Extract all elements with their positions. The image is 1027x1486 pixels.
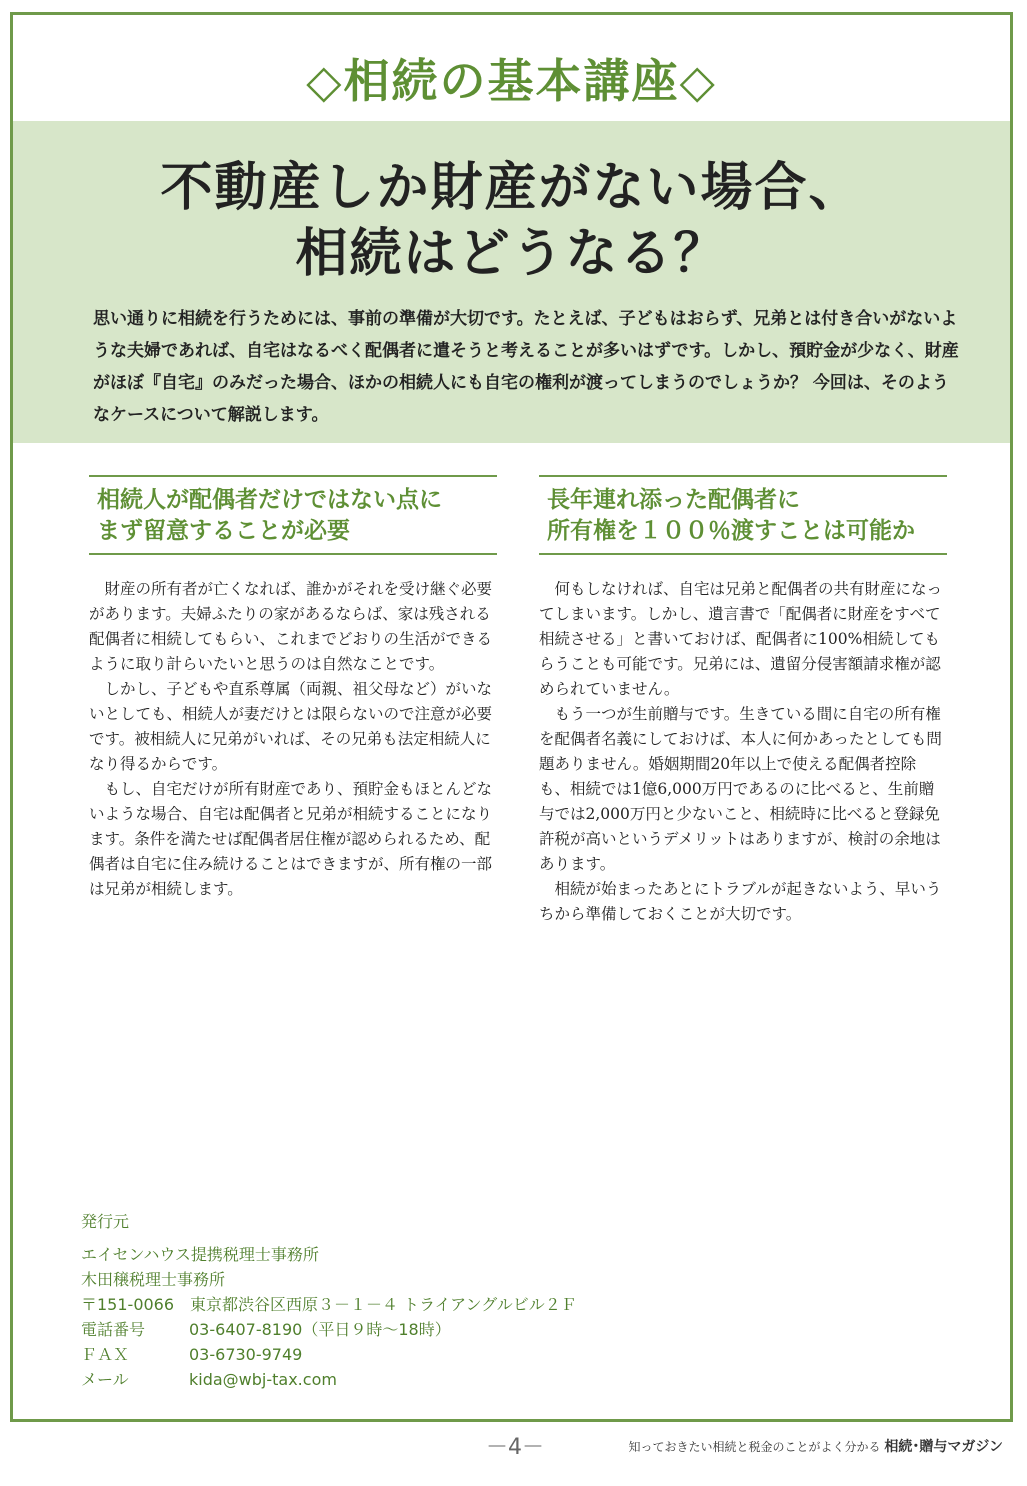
right-column [539, 475, 947, 927]
fax-value: 03-6730-9749 [189, 1345, 303, 1364]
series-title: ◇相続の基本講座◇ [306, 54, 717, 108]
right-column-body [539, 577, 947, 927]
right-heading-line1: 長年連れ添った配偶者に [547, 487, 800, 513]
publisher-org2: 木田穣税理士事務所 [81, 1270, 226, 1289]
publisher-mail-row [81, 1367, 681, 1392]
publisher-address: 〒151-0066 東京都渋谷区西原３－１－４ トライアングルビル２Ｆ [81, 1295, 577, 1314]
headline [13, 155, 1010, 287]
right-paragraph: 相続が始まったあとにトラブルが起きないよう、早いうちから準備しておくことが大切です。 [539, 880, 942, 923]
magazine-name: 相続･贈与マガジン [884, 1439, 1003, 1455]
phone-label: 電話番号 [81, 1320, 146, 1339]
left-paragraph: 財産の所有者が亡くなれば、誰かがそれを受け継ぐ必要があります。夫婦ふたりの家があるならば、家は残される配偶者に相続してもらい、これまでどおりの生活ができるように取り計らいたいと思うのは自然なことです。 [89, 580, 493, 673]
lead-paragraph: 思い通りに相続を行うためには、事前の準備が大切です。たとえば、子どもはおらず、兄弟とは付き合いがないような夫婦であれば、自宅はなるべく配偶者に遣そうと考えることが多いはずです。しかし、預貯金が少なく、財産がほぼ『自宅』のみだった場合、ほかの相続人にも自宅の権利が渡ってしまうのでしょうか？ 今回は、そのようなケースについて解説します。 [93, 309, 959, 425]
right-paragraph: もう一つが生前贈与です。生きている間に自宅の所有権を配偶者名義にしておけば、本人に何かあったとしても問題ありません。婚姻期間20年以上で使える配偶者控除も、相続では1億6,000万円であるのに比べると、生前贈与では2,000万円と少ないこと、相続時に比べると登録免許税が高いというデメリットはありますが、検討の余地はあります。 [539, 705, 942, 873]
fax-label: ＦＡＸ [81, 1345, 130, 1364]
mail-link[interactable]: kida@wbj-tax.com [189, 1370, 337, 1389]
left-paragraph: しかし、子どもや直系尊属（両親、祖父母など）がいないとしても、相続人が妻だけとは限らないので注意が必要です。被相続人に兄弟がいれば、その兄弟も法定相続人になり得るからです。 [89, 680, 493, 773]
page-number: －4－ [486, 1435, 544, 1460]
left-heading-line2: まず留意することが必要 [97, 518, 350, 544]
right-paragraph: 何もしなければ、自宅は兄弟と配偶者の共有財産になってしまいます。しかし、遺言書で「配偶者に財産をすべて相続させる」と書いておけば、配偶者に100%相続してもらうことも可能です。兄弟には、遺留分侵害額請求権が認められていません。 [539, 580, 943, 698]
publisher-org1: エイセンハウス提携税理士事務所 [81, 1245, 319, 1264]
publisher-label: 発行元 [81, 1212, 130, 1231]
phone-value: 03-6407-8190（平日９時～18時） [189, 1320, 451, 1339]
headline-line2: 相続はどうなる？ [295, 223, 728, 284]
left-column-heading [89, 475, 497, 555]
mail-label: メール [81, 1370, 129, 1389]
publisher-info [81, 1209, 681, 1392]
publisher-phone-row [81, 1317, 681, 1342]
publisher-fax-row [81, 1342, 681, 1367]
magazine-footer [629, 1436, 1004, 1456]
headline-line1: 不動産しか財産がない場合、 [160, 157, 863, 218]
page-frame [10, 12, 1013, 1422]
left-paragraph: もし、自宅だけが所有財産であり、預貯金もほとんどないような場合、自宅は配偶者と兄弟が相続することになります。条件を満たせば配偶者居住権が認められるため、配偶者は自宅に住み続けることはできますが、所有権の一部は兄弟が相続します。 [89, 780, 493, 898]
left-column-body [89, 577, 497, 902]
left-heading-line1: 相続人が配偶者だけではない点に [97, 487, 442, 513]
left-column [89, 475, 497, 902]
magazine-tagline: 知っておきたい相続と税金のことがよく分かる [628, 1440, 881, 1454]
right-column-heading [539, 475, 947, 555]
right-heading-line2: 所有権を１００％渡すことは可能か [547, 518, 915, 544]
